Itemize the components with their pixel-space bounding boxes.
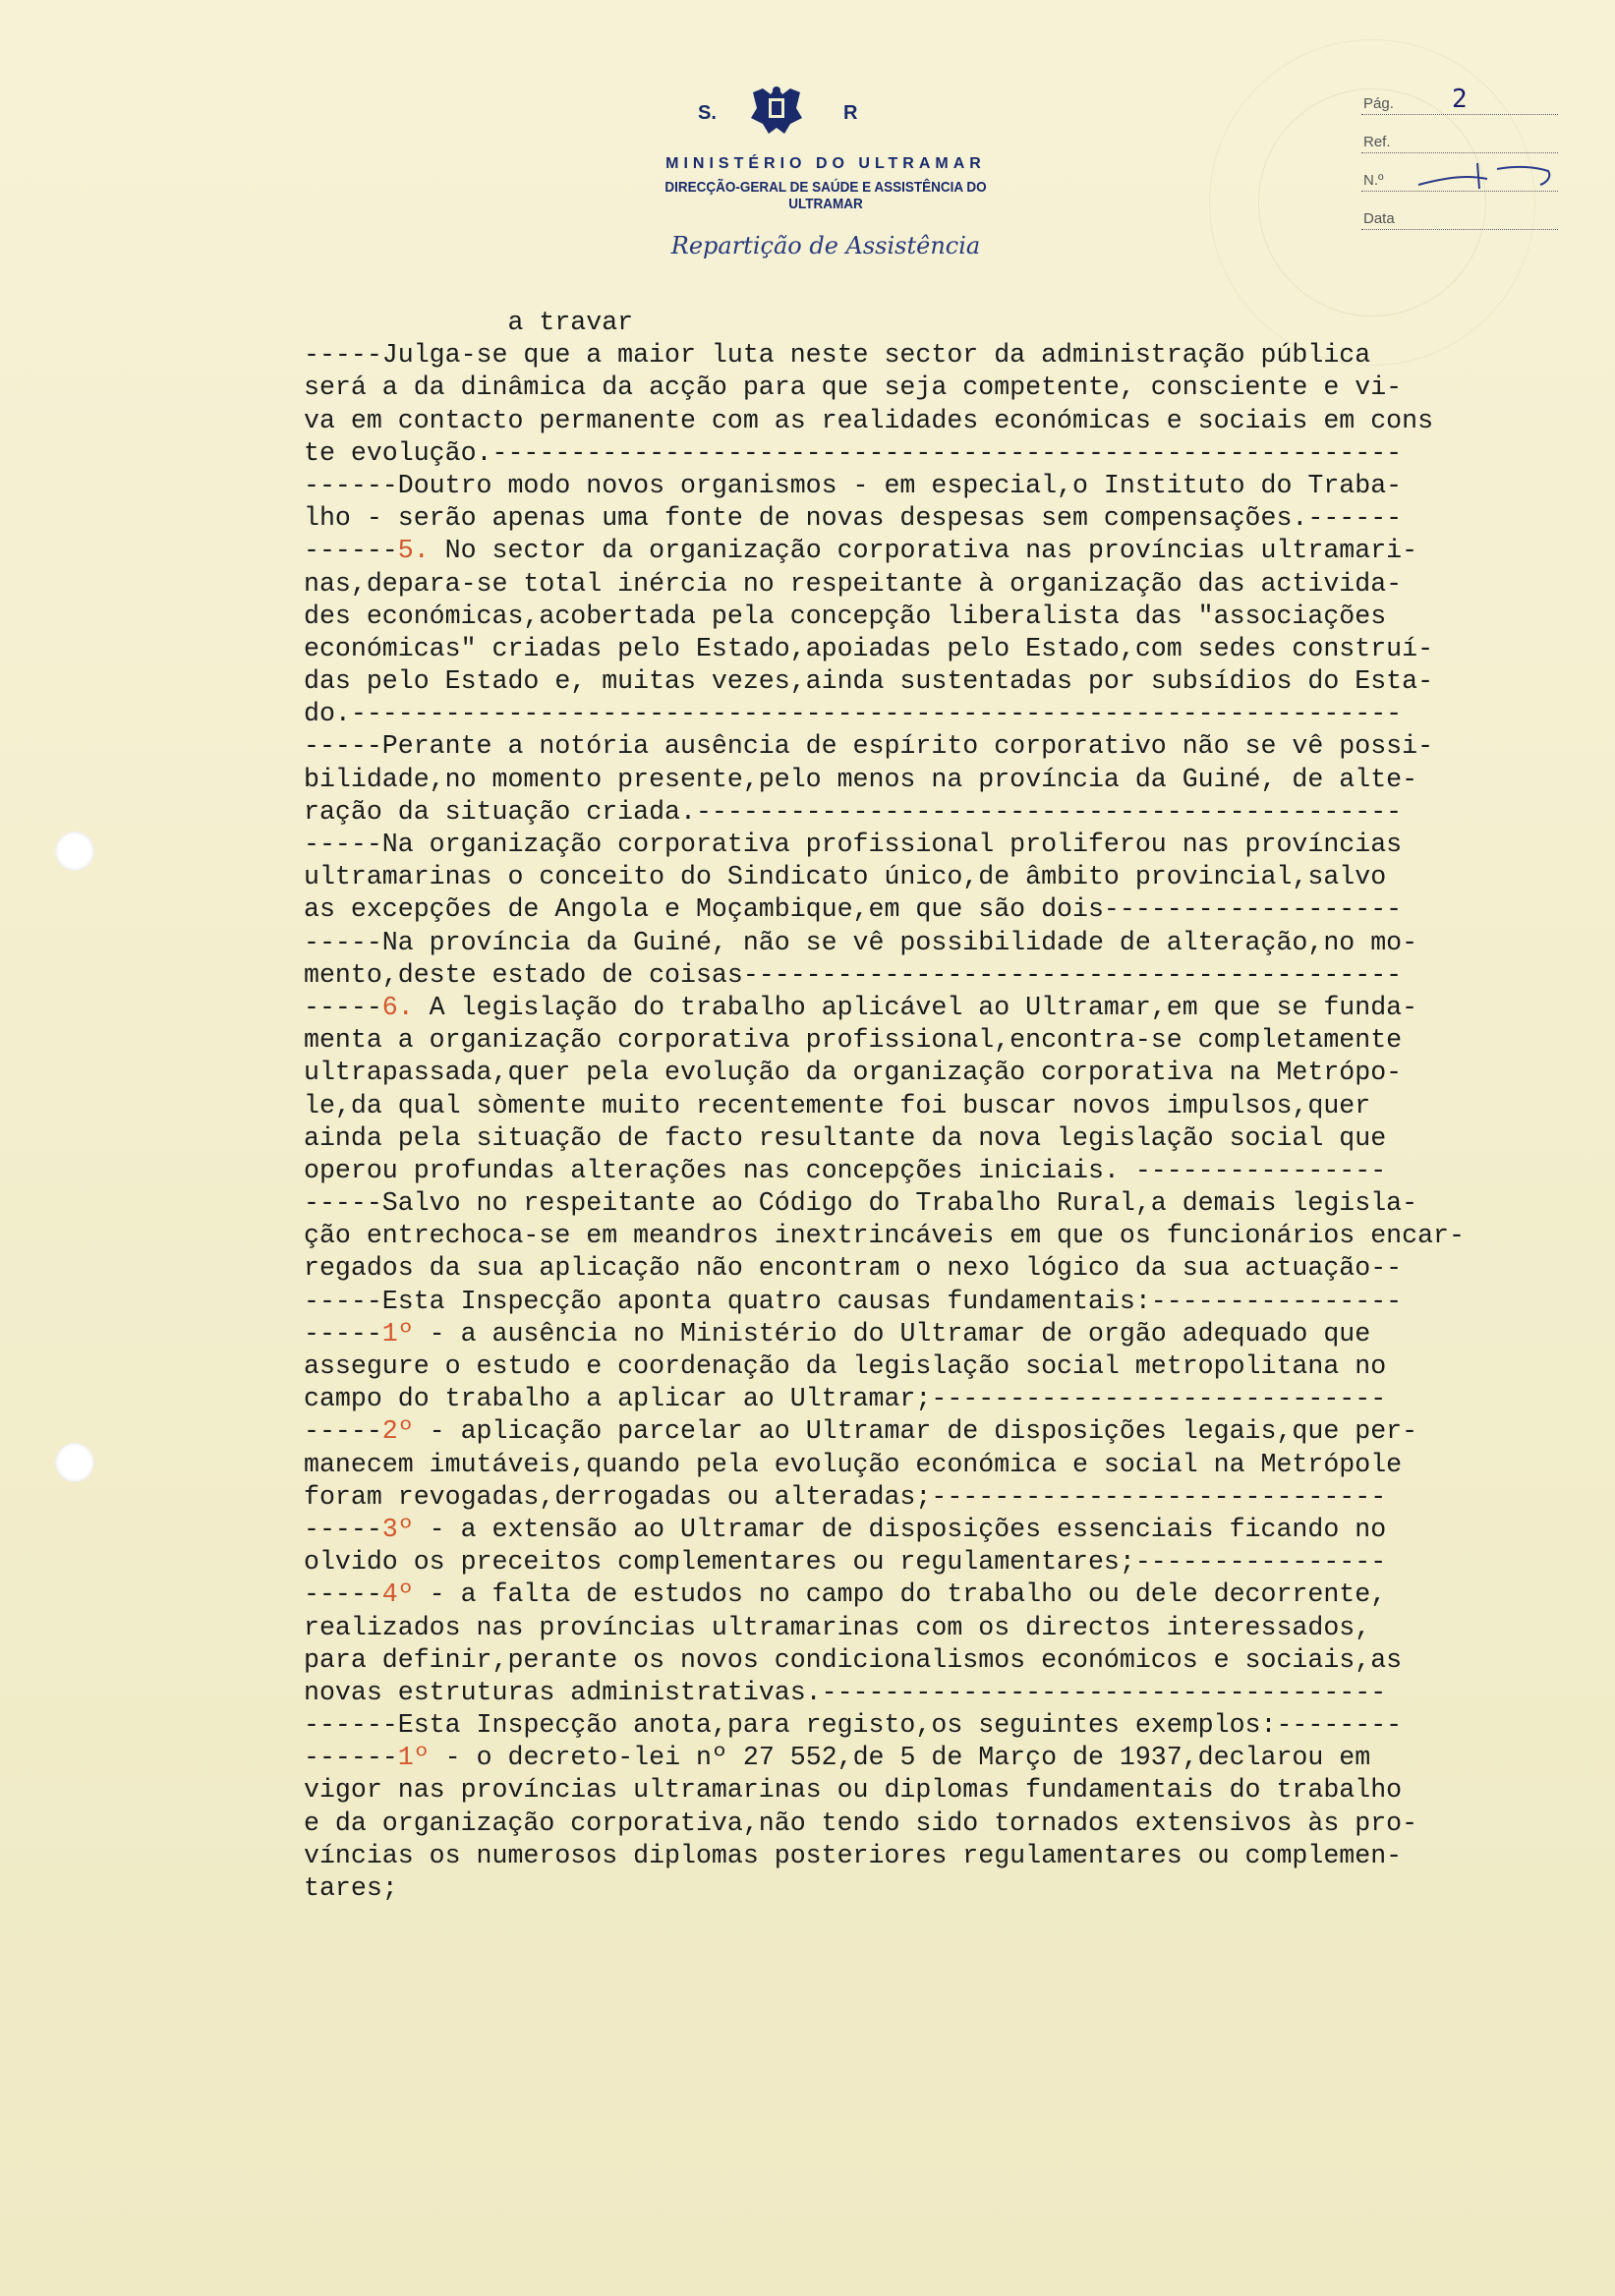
directorate-name: DIRECÇÃO-GERAL DE SAÚDE E ASSISTÊNCIA DO ULTRAMAR (664, 179, 987, 212)
text-line: -----Na organização corporativa profissional proliferou nas províncias (304, 830, 1403, 859)
text-line: víncias os numerosos diplomas posteriores regulamentares ou complemen- (304, 1840, 1403, 1870)
section-number: 6. (381, 992, 414, 1022)
handwritten-mark-icon (1409, 155, 1556, 195)
text-line: ainda pela situação de facto resultante da nova legislação social que (304, 1122, 1387, 1153)
text-line: para definir,perante os novos condicionalismos económicos e sociais,as (304, 1644, 1403, 1675)
text-line: des económicas,acobertada pela concepção liberalista das "associações (304, 601, 1387, 631)
text-line: -----4º - a falta de estudos no campo do trabalho ou dele decorrente, (304, 1579, 1387, 1610)
department-name: Repartição de Assistência (670, 232, 981, 259)
text-line: lho - serão apenas uma fonte de novas despesas sem compensações.------ (304, 503, 1403, 534)
text-line: menta a organização corporativa profissional,encontra-se completamente (304, 1025, 1403, 1056)
text-line: ------Doutro modo novos organismos - em especial,o Instituto do Traba- (304, 470, 1403, 500)
section-number: 3º (381, 1514, 414, 1544)
letterhead-s: S. (698, 102, 717, 124)
text-line: assegure o estudo e coordenação da legislação social metropolitana no (304, 1351, 1387, 1381)
number-label: N.º (1363, 172, 1384, 189)
section-number: 4º (381, 1579, 414, 1610)
text-line: -----Julga-se que a maior luta neste sector da administração pública (304, 340, 1371, 371)
coat-of-arms-icon (745, 79, 808, 142)
text-line: -----Esta Inspecção aponta quatro causas fundamentais:---------------- (304, 1286, 1403, 1316)
text-line: ultramarinas o conceito do Sindicato único,de âmbito provincial,salvo (304, 862, 1387, 892)
typed-text-body (304, 307, 1572, 1905)
text-line: regados da sua aplicação não encontram o nexo lógico da sua actuação-- (304, 1253, 1403, 1284)
text-line: foram revogadas,derrogadas ou alteradas;----------------------------- (304, 1481, 1387, 1512)
ref-row (1361, 121, 1558, 153)
text-line: novas estruturas administrativas.------------------------------------ (304, 1677, 1387, 1707)
reference-box (1361, 83, 1558, 236)
number-row (1361, 159, 1558, 192)
text-line: e da organização corporativa,não tendo sido tornados extensivos às pro- (304, 1808, 1418, 1838)
text-line: ------1º - o decreto-lei nº 27 552,de 5 de Março de 1937,declarou em (304, 1743, 1371, 1773)
text-line: -----1º - a ausência no Ministério do Ultramar de orgão adequado que (304, 1318, 1371, 1349)
text-line: realizados nas províncias ultramarinas com os directos interessados, (304, 1612, 1371, 1642)
text-line: ração da situação criada.--------------------------------------------- (304, 796, 1403, 827)
text-line: -----Salvo no respeitante ao Código do Trabalho Rural,a demais legisla- (304, 1188, 1418, 1219)
text-line: le,da qual sòmente muito recentemente foi buscar novos impulsos,quer (304, 1090, 1371, 1120)
text-line: a travar (304, 308, 634, 337)
section-number: 5. (397, 536, 430, 566)
text-line: bilidade,no momento presente,pelo menos na província da Guiné, de alte- (304, 764, 1418, 794)
text-line: -----Na província da Guiné, não se vê possibilidade de alteração,no mo- (304, 927, 1418, 957)
text-line: -----6. A legislação do trabalho aplicável ao Ultramar,em que se funda- (304, 992, 1418, 1022)
text-line: va em contacto permanente com as realidades económicas e sociais em cons (304, 405, 1434, 435)
ref-label: Ref. (1363, 134, 1391, 150)
letterhead-r: R (843, 102, 858, 124)
text-line: ultrapassada,quer pela evolução da organização corporativa na Metrópo- (304, 1058, 1403, 1088)
text-line: ------5. No sector da organização corporativa nas províncias ultramari- (304, 536, 1418, 566)
date-row (1361, 198, 1558, 230)
text-line: -----2º - aplicação parcelar ao Ultramar de disposições legais,que per- (304, 1416, 1418, 1447)
text-line: nas,depara-se total inércia no respeitante à organização das activida- (304, 568, 1403, 599)
text-line: ção entrechoca-se em meandros inextrincáveis em que os funcionários encar- (304, 1221, 1465, 1251)
text-line: tares; (304, 1873, 398, 1903)
text-line: olvido os preceitos complementares ou regulamentares;---------------- (304, 1547, 1387, 1578)
text-line: vigor nas províncias ultramarinas ou diplomas fundamentais do trabalho (304, 1775, 1403, 1806)
text-line: operou profundas alterações nas concepções iniciais. ---------------- (304, 1155, 1387, 1185)
page-number-row (1361, 83, 1558, 115)
text-line: te evolução.---------------------------------------------------------- (304, 437, 1403, 468)
text-line: campo do trabalho a aplicar ao Ultramar;----------------------------- (304, 1384, 1387, 1414)
text-line: será a da dinâmica da acção para que seja competente, consciente e vi- (304, 373, 1403, 403)
date-label: Data (1363, 210, 1395, 227)
page-label: Pág. (1363, 95, 1394, 112)
punch-hole-top (55, 832, 94, 871)
text-line: ------Esta Inspecção anota,para registo,os seguintes exemplos:-------- (304, 1710, 1403, 1741)
text-line: as excepções de Angola e Moçambique,em que são dois------------------- (304, 894, 1403, 925)
text-line: das pelo Estado e, muitas vezes,ainda sustentadas por subsídios do Esta- (304, 666, 1434, 697)
section-number: 1º (381, 1318, 414, 1349)
punch-hole-bottom (55, 1443, 94, 1482)
text-line: -----Perante a notória ausência de espírito corporativo não se vê possi- (304, 731, 1434, 762)
text-line: manecem imutáveis,quando pela evolução económica e social na Metrópole (304, 1449, 1403, 1479)
letterhead (629, 79, 1022, 259)
ministry-name: MINISTÉRIO DO ULTRAMAR (665, 155, 986, 172)
text-line: -----3º - a extensão ao Ultramar de disposições essenciais ficando no (304, 1514, 1387, 1544)
page-number: 2 (1452, 85, 1468, 114)
section-number: 2º (381, 1416, 414, 1447)
text-line: do.------------------------------------------------------------------- (304, 699, 1403, 729)
text-line: mento,deste estado de coisas------------------------------------------ (304, 959, 1403, 990)
text-line: económicas" criadas pelo Estado,apoiadas pelo Estado,com sedes construí- (304, 633, 1434, 663)
section-number: 1º (397, 1743, 430, 1773)
